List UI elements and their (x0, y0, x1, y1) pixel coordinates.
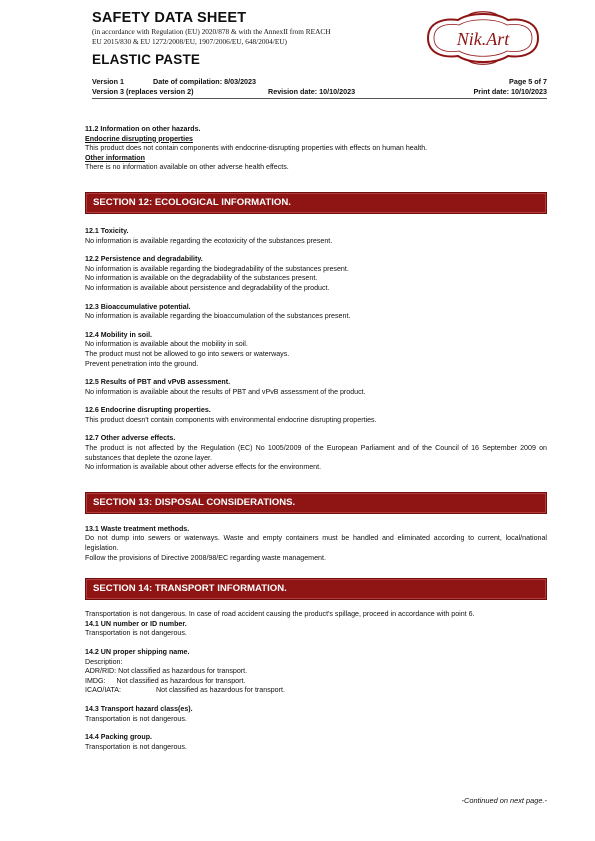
s12-4-text-a: No information is available about the mobility in soil. (85, 340, 248, 349)
document-title: SAFETY DATA SHEET (92, 10, 247, 26)
s12-5-text: No information is available about the results of PBT and vPvB assessment of the product. (85, 387, 366, 396)
print-date: Print date: 10/10/2023 (473, 87, 547, 96)
icao-value: Not classified as hazardous for transport. (156, 686, 285, 695)
s12-4-text-c: Prevent penetration into the ground. (85, 359, 199, 368)
page-number: Page 5 of 7 (509, 77, 547, 86)
s12-6-heading: 12.6 Endocrine disrupting properties. (85, 406, 211, 415)
s12-4-text-b: The product must not be allowed to go into sewers or waterways. (85, 349, 290, 358)
s14-3-heading: 14.3 Transport hazard class(es). (85, 704, 193, 713)
s11-heading: 11.2 Information on other hazards. (85, 125, 201, 133)
regulation-subtitle (92, 27, 392, 47)
other-info-heading: Other information (85, 153, 145, 162)
s14-1-text: Transportation is not dangerous. (85, 629, 187, 638)
icao-row (85, 686, 547, 696)
section-12-banner: SECTION 12: ECOLOGICAL INFORMATION. (85, 192, 547, 214)
section-13-banner: SECTION 13: DISPOSAL CONSIDERATIONS. (85, 492, 547, 514)
s14-1-heading: 14.1 UN number or ID number. (85, 619, 187, 628)
s12-7-text-a: The product is not affected by the Regulation (EC) No 1005/2009 of the European Parliament and of the Council of 16 September 2009 on substances that deplete the ozone layer. (85, 444, 547, 462)
section-14-banner: SECTION 14: TRANSPORT INFORMATION. (85, 578, 547, 600)
s12-1-text: No information is available regarding the ecotoxicity of the substances present. (85, 236, 333, 245)
meta-row-2 (92, 87, 547, 97)
s12-2-text-b: No information is available on the degradability of the substances present. (85, 274, 318, 283)
s13-1-heading: 13.1 Waste treatment methods. (85, 524, 190, 533)
compilation-date: Date of compilation: 8/03/2023 (153, 77, 257, 86)
product-name: ELASTIC PASTE (92, 52, 201, 67)
regulation-line-1: (in accordance with Regulation (EU) 2020/878 & with the AnnexII from REACH (92, 27, 331, 36)
header-divider (92, 98, 547, 99)
adr-row (85, 667, 547, 677)
s12-6-text: This product doesn't contain components with environmental endocrine disrupting properties. (85, 415, 377, 424)
continued-note: -Continued on next page.- (461, 796, 547, 805)
adr-value: Not classified as hazardous for transport. (118, 667, 248, 676)
imdg-row (85, 677, 547, 687)
adr-label: ADR/RID: (85, 667, 117, 676)
s12-2-text-a: No information is available regarding the biodegradability of the substances present. (85, 264, 349, 273)
s14-4-heading: 14.4 Packing group. (85, 733, 153, 742)
s12-3-heading: 12.3 Bioaccumulative potential. (85, 302, 191, 311)
s12-7-heading: 12.7 Other adverse effects. (85, 434, 176, 443)
s12-2-text-c: No information is available about persistence and degradability of the product. (85, 283, 330, 292)
s12-7-text-b: No information is available about other adverse effects for the environment. (85, 463, 322, 472)
s12-2-heading: 12.2 Persistence and degradability. (85, 255, 203, 264)
regulation-line-2: EU 2015/830 & EU 1272/2008/EU, 1907/2006/EU, 648/2004/EU) (92, 37, 287, 46)
s13-1-text-a: Do not dump into sewers or waterways. Waste and empty containers must be handled and eliminated according to current, local/national legislation. (85, 534, 547, 553)
other-info-text: There is no information available on other adverse health effects. (85, 163, 289, 172)
imdg-label: IMDG: (85, 676, 106, 685)
icao-label: ICAO/IATA: (85, 686, 121, 695)
version-label: Version 1 (92, 77, 124, 86)
s14-intro: Transportation is not dangerous. In case of road accident causing the product's spillage, proceed in accordance with point 6. (85, 610, 475, 619)
s12-3-text: No information is available regarding the bioaccumulation of the substances present. (85, 312, 351, 321)
meta-row-1 (92, 77, 547, 87)
s14-2-description: Description: (85, 657, 123, 666)
endocrine-heading: Endocrine disrupting properties (85, 134, 193, 143)
imdg-value: Not classified as hazardous for transport. (116, 676, 246, 685)
s14-2-heading: 14.2 UN proper shipping name. (85, 648, 190, 656)
logo-text: Nik.Art (456, 29, 510, 49)
s13-1-text-b: Follow the provisions of Directive 2008/98/EC regarding waste management. (85, 553, 326, 562)
s12-1-heading: 12.1 Toxicity. (85, 226, 129, 235)
company-logo (418, 8, 548, 68)
s12-5-heading: 12.5 Results of PBT and vPvB assessment. (85, 378, 231, 387)
document-body (85, 125, 547, 752)
revision-date: Revision date: 10/10/2023 (268, 87, 356, 96)
s12-4-heading: 12.4 Mobility in soil. (85, 330, 153, 339)
endocrine-text: This product does not contain components with endocrine-disrupting properties with effects on human health. (85, 144, 428, 153)
s14-3-text: Transportation is not dangerous. (85, 714, 187, 723)
s14-4-text: Transportation is not dangerous. (85, 742, 187, 751)
version3-label: Version 3 (replaces version 2) (92, 87, 194, 96)
